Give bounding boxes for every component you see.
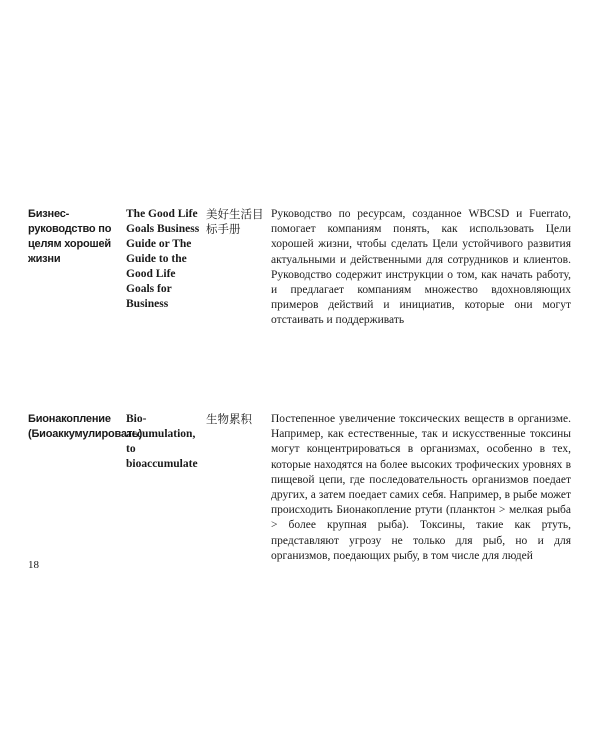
term-description: Руководство по ресурсам, созданное WBCSD и Fuerrato, помогает компаниям понять, как использовать Цели хорошей жизни, чтобы сделать Цели устойчивого развития актуальными и действенными для сотрудников и клиентов. Руководство содержит инструкции о том, как начать работу, и предлагает компаниям множество вдохновляющих примеров действий и инициатив, которые они могут отстаивать и поддерживать: [271, 208, 571, 327]
page-number: 18: [28, 559, 39, 571]
term-chinese: 美好生活目标手册: [206, 207, 264, 236]
term-russian: Бизнес-руководство по целям хорошей жизни: [28, 208, 112, 265]
term-description: Постепенное увеличение токсических веществ в организме. Например, как естественные, так и искусственные токсины могут концентрироваться в организмах, особенно в тех, которые находятся на более высоких трофических уровнях в пищевой цепи, где последовательность организмов поедает других, а затем поедает самих себя. Например, в рыбе может происходить Бионакопление ртути (планктон > мелкая рыба > более крупная рыба). Токсины, такие как ртуть, представляют угрозу не только для рыб, но и для организмов, поедающих рыбу, в том числе для людей: [271, 413, 571, 562]
term-russian: Бионакопление (Биоаккумулировать): [28, 413, 143, 440]
term-chinese: 生物累积: [206, 412, 252, 426]
term-english: Bio-accumulation, to bioaccumulate: [126, 413, 198, 470]
term-english: The Good Life Goals Business Guide or The Guide to the Good Life Goals for Business: [126, 208, 200, 310]
